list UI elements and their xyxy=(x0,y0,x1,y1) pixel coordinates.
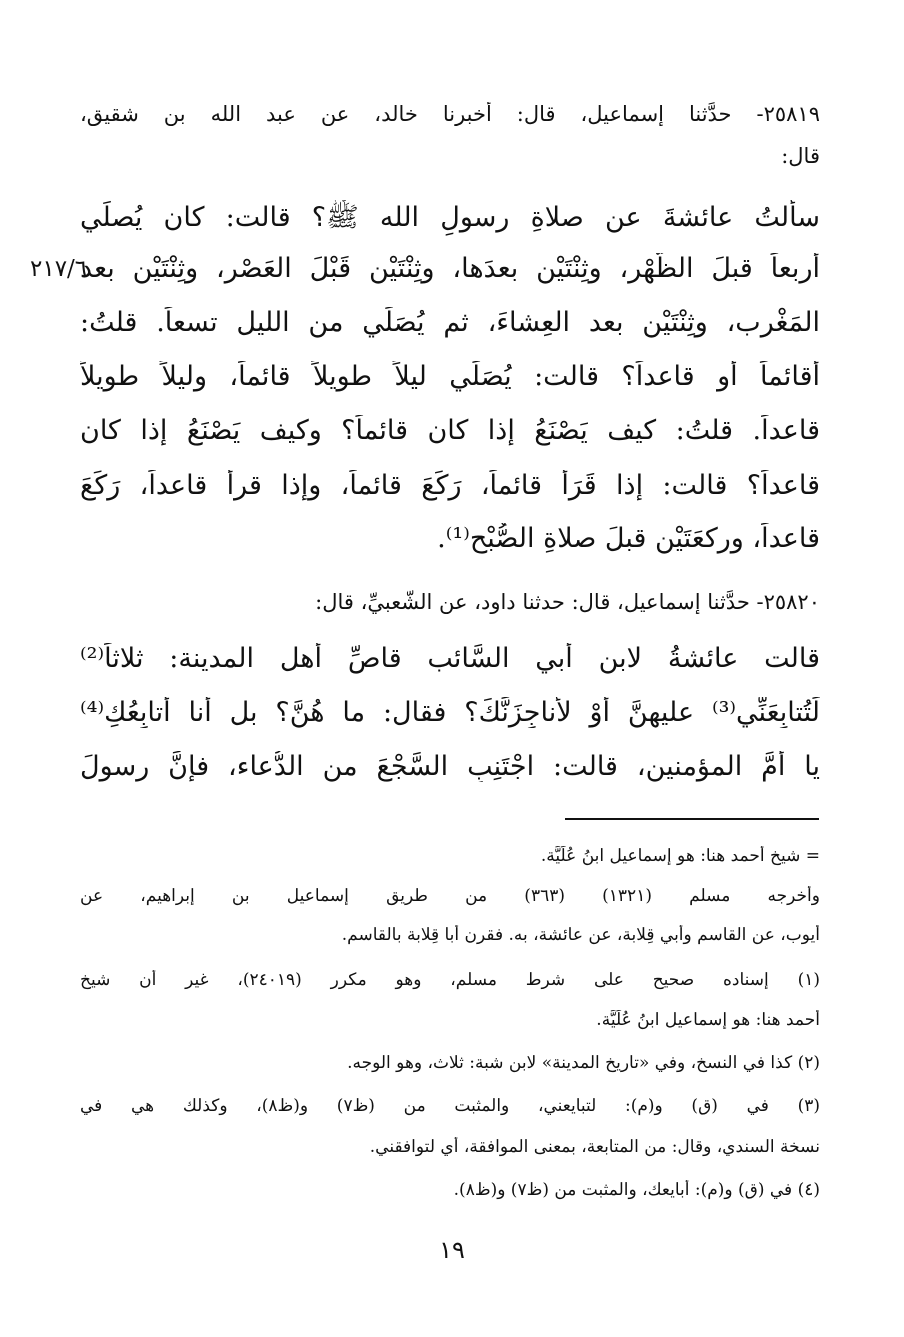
footnote-line-1: = شيخ أحمد هنا: هو إسماعيل ابنُ عُلَيَّة. xyxy=(540,846,820,866)
footnote-line-2: وأخرجه مسلم (١٣٢١) (٣٦٣) من طريق إسماعيل بن إبراهيم، عن xyxy=(80,886,820,906)
footnote-line-4: (١) إسناده صحيح على شرط مسلم، وهو مكرر (٢٤٠١٩)، غير أن شيخ xyxy=(80,970,820,990)
margin-reference: ٢١٧/٦ xyxy=(30,256,88,282)
footnote-line-8: نسخة السندي، وقال: من المتابعة، بمعنى الموافقة، أي لتوافقني. xyxy=(369,1137,820,1157)
hadith-25819-matn-line-4: أقائماً أو قاعداً؟ قالت: يُصَلِّي ليلاً طويلاً قائماً، وليلاً طويلاً xyxy=(80,361,820,392)
hadith-25819-matn-line-5: قاعداً. قلتُ: كيف يَصْنَعُ إذا كان قائماً؟ وكيف يَصْنَعُ إذا كان xyxy=(80,415,820,446)
footnote-line-3: أيوب، عن القاسم وأبي قِلابة، عن عائشة، به. فقرن أبا قِلابة بالقاسم. xyxy=(341,925,820,945)
hadith-25819-matn-line-1: سألتُ عائشةَ عن صلاةِ رسولِ الله ﷺ؟ قالت: كان يُصلِّي xyxy=(80,202,820,233)
page-number: ١٩ xyxy=(439,1236,465,1264)
hadith-25820-matn-line-2: لَتُتابِعَنِّي⁽³⁾ عليهنَّ أَوْ لأُناجِزَنَّكَ؟ فقال: ما هُنَّ؟ بل أنا أُتابِعُكِ⁽⁴⁾ xyxy=(80,697,820,728)
hadith-25819-isnad-line-1: ٢٥٨١٩- حدَّثنا إسماعيل، قال: أخبرنا خالد، عن عبد الله بن شقيق، xyxy=(80,102,820,126)
hadith-25820-isnad-line-1: ٢٥٨٢٠- حدَّثنا إسماعيل، قال: حدثنا داود، عن الشَّعبيِّ، قال: xyxy=(315,590,820,614)
hadith-25819-matn-line-3: المَغْرِب، وثِنْتَيْنِ بعد العِشاءَ، ثم يُصَلِّي من الليل تسعاً. قلتُ: xyxy=(80,307,820,338)
hadith-25820-matn-line-3: يا أمَّ المؤمنين، قالت: اجْتَنِبِ السَّجْعَ من الدُّعاء، فإنَّ رسولَ xyxy=(80,751,820,782)
hadith-25819-matn-line-2: أربعاً قبلَ الظُّهْر، وثِنْتَيْنِ بعدَها، وثِنْتَيْنِ قَبْلَ العَصْرِ، وثِنْتَيْنِ بعد xyxy=(80,253,820,284)
hadith-25819-isnad-line-2: قال: xyxy=(781,144,820,168)
hadith-25819-matn-line-7: قاعداً، وركعَتَيْنِ قبلَ صلاةِ الصُّبْح⁽¹⁾. xyxy=(437,523,820,554)
footnote-line-7: (٣) في (ق) و(م): لتبايعني، والمثبت من (ظ٧) و(ظ٨)، وكذلك هي في xyxy=(80,1096,820,1116)
footnote-divider xyxy=(565,818,819,820)
footnote-line-6: (٢) كذا في النسخ، وفي «تاريخ المدينة» لابن شبة: ثلاث، وهو الوجه. xyxy=(347,1053,820,1073)
hadith-25820-matn-line-1: قالت عائشةُ لابن أبي السَّائب قاصِّ أهل المدينة: ثلاثاً⁽²⁾ xyxy=(80,643,820,674)
hadith-25819-matn-line-6: قاعداً؟ قالت: إذا قَرَأَ قائماً، رَكَعَ قائماً، وإذا قرأ قاعداً، رَكَعَ xyxy=(80,470,820,501)
footnote-line-9: (٤) في (ق) و(م): أبايعك، والمثبت من (ظ٧) و(ظ٨). xyxy=(453,1180,820,1200)
footnote-line-5: أحمد هنا: هو إسماعيل ابنُ عُلَيَّة. xyxy=(596,1010,820,1030)
